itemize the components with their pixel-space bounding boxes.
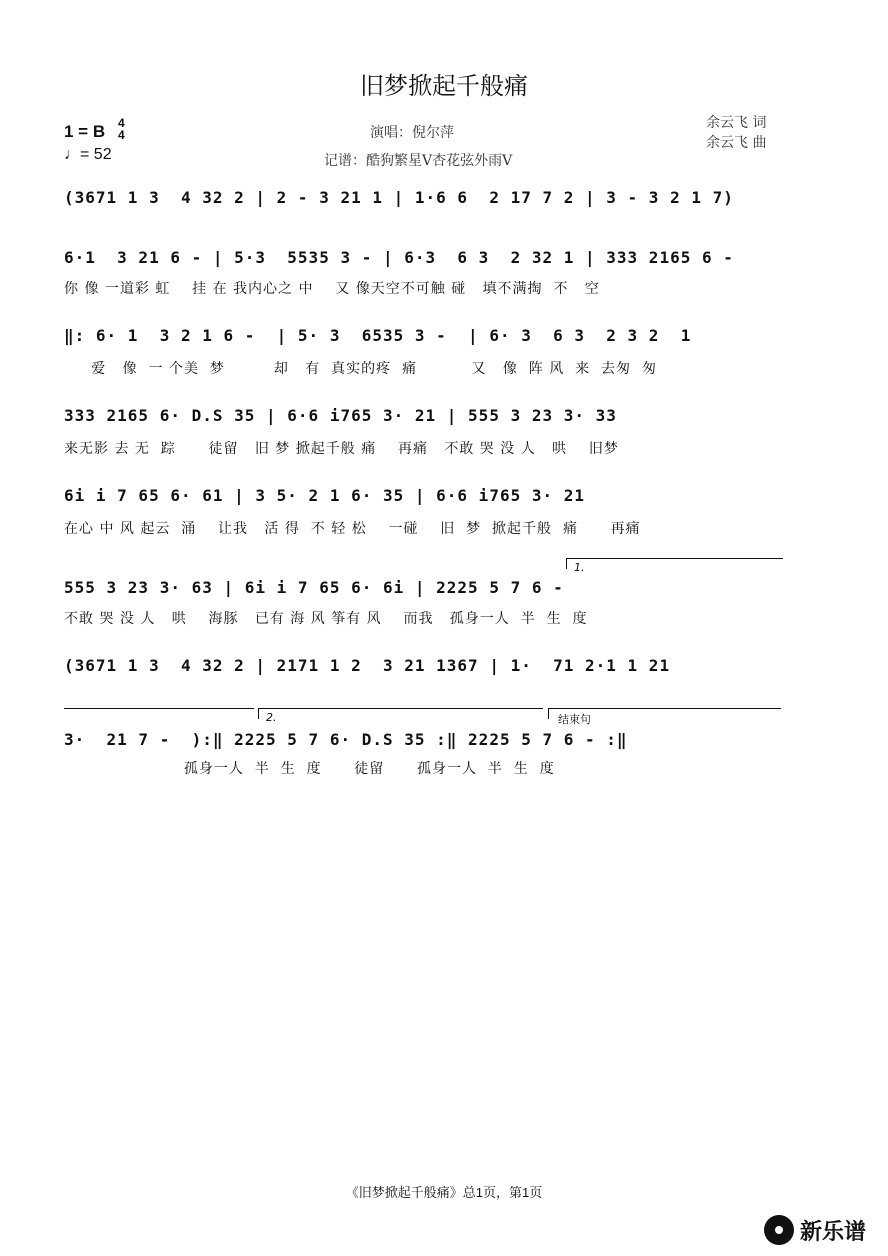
- coda-label: 结束句: [558, 713, 591, 726]
- volta-2-bracket: [258, 708, 543, 719]
- score-line-4-lyrics: 来无影 去 无 踪 徒留 旧 梦 掀起千般 痛 再痛 不敢 哭 没 人 哄 旧梦: [64, 441, 619, 457]
- song-title: 旧梦掀起千般痛: [360, 72, 528, 100]
- volta-1-label: 1.: [574, 561, 585, 574]
- score-line-1-notes: (3671 1 3 4 32 2 | 2 - 3 21 1 | 1·6 6 2 17 7 2 | 3 - 3 2 1 7): [64, 188, 734, 207]
- time-signature-bottom: 4: [118, 128, 125, 142]
- volta-1-bracket: [566, 558, 783, 569]
- score-line-8-notes: 3· 21 7 - ):‖ 2225 5 7 6· D.S 35 :‖ 2225 5 7 6 - :‖: [64, 730, 628, 749]
- tempo-marking: ♩= 52: [64, 146, 112, 163]
- transcriber-credit: 记谱：酷狗繁星V杏花弦外雨V: [324, 153, 513, 169]
- vinyl-record-icon: [764, 1215, 794, 1245]
- key-signature: 1 = B: [64, 122, 106, 141]
- volta-1-continuation: [64, 708, 254, 719]
- score-line-5-lyrics: 在心 中 风 起云 涌 让我 活 得 不 轻 松 一碰 旧 梦 掀起千般 痛 再痛: [64, 521, 641, 537]
- site-logo: [764, 1212, 866, 1248]
- logo-text: 新乐谱: [800, 1219, 867, 1245]
- lyricist-credit: 余云飞 词: [706, 115, 767, 131]
- page-footer: 《旧梦掀起千般痛》总1页，第1页: [345, 1185, 543, 1200]
- score-line-4-notes: 333 2165 6· D.S 35 | 6·6 i765 3· 21 | 555 3 23 3· 33: [64, 406, 617, 425]
- singer-credit: 演唱：倪尔萍: [370, 125, 454, 141]
- score-line-2-lyrics: 你 像 一道彩 虹 挂 在 我内心之 中 又 像天空不可触 碰 填不满掏 不 空: [64, 281, 600, 297]
- score-line-3-notes: ‖: 6· 1 3 2 1 6 - | 5· 3 6535 3 - | 6· 3 6 3 2 3 2 1: [64, 326, 692, 345]
- score-line-6-lyrics: 不敢 哭 没 人 哄 海豚 已有 海 风 筝有 风 而我 孤身一人 半 生 度: [64, 611, 588, 627]
- score-line-7-notes: (3671 1 3 4 32 2 | 2171 1 2 3 21 1367 | 1· 71 2·1 1 21: [64, 656, 671, 675]
- score-line-2-notes: 6·1 3 21 6 - | 5·3 5535 3 - | 6·3 6 3 2 32 1 | 333 2165 6 -: [64, 248, 734, 267]
- score-line-3-lyrics: 爱 像 一 个美 梦 却 有 真实的疼 痛 又 像 阵 风 来 去匆 匆: [64, 361, 657, 377]
- composer-credit: 余云飞 曲: [706, 135, 767, 151]
- score-line-5-notes: 6i i 7 65 6· 61 | 3 5· 2 1 6· 35 | 6·6 i765 3· 21: [64, 486, 586, 505]
- time-signature-top: 4: [118, 116, 125, 130]
- volta-2-label: 2.: [266, 711, 277, 724]
- time-signature: [118, 117, 125, 141]
- score-line-6-notes: 555 3 23 3· 63 | 6i i 7 65 6· 6i | 2225 5 7 6 -: [64, 578, 564, 597]
- score-line-8-lyrics: 孤身一人 半 生 度 徒留 孤身一人 半 生 度: [64, 761, 555, 777]
